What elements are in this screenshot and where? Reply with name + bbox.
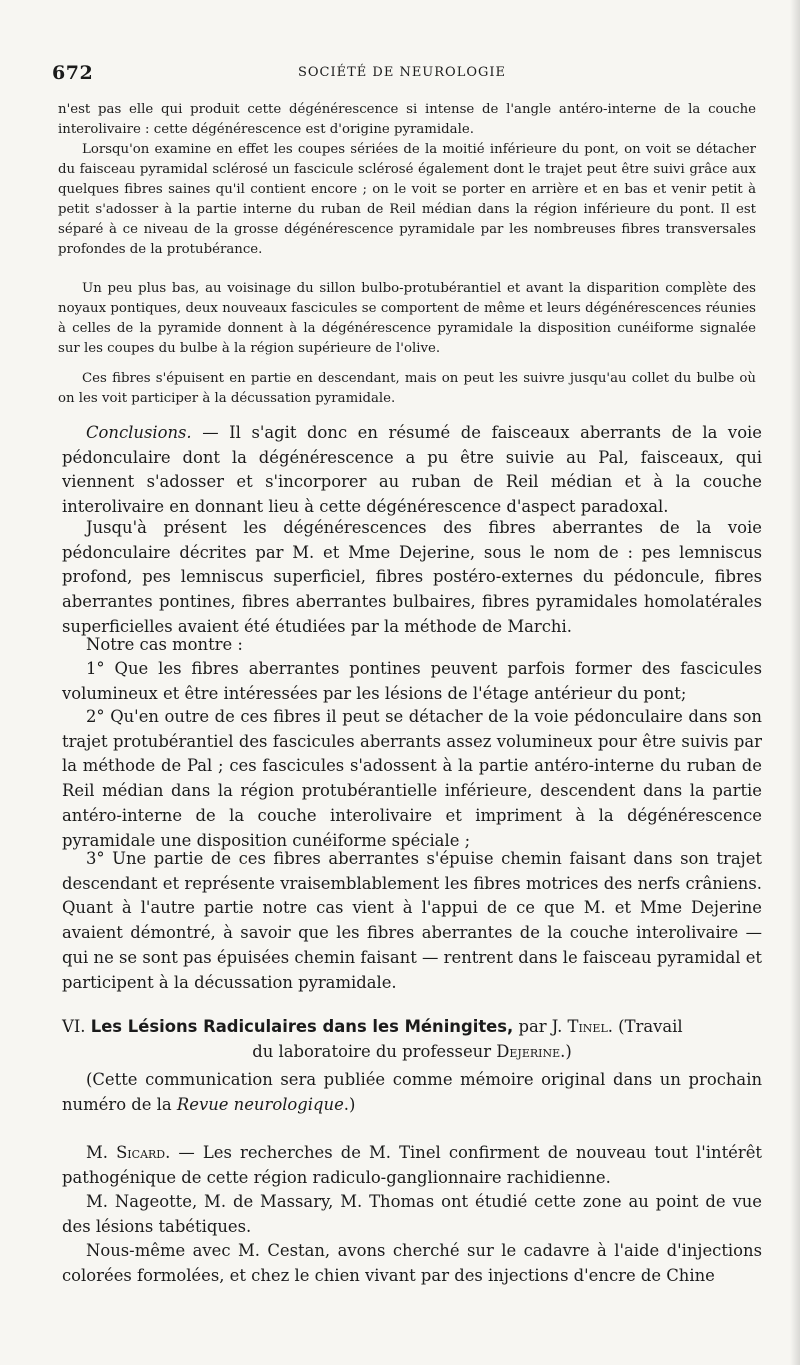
note-text: (Cette communication sera publiée comme mémoire original dans un prochain numéro de la [62, 1070, 762, 1114]
speaker-sicard: M. Sicard. [86, 1143, 171, 1162]
journal-title: Revue neurologique [176, 1094, 344, 1114]
section-after-author: . (Travail [607, 1017, 683, 1036]
section-vi-line2 [62, 1040, 762, 1065]
page-header [52, 62, 752, 86]
conclusions-text: — Il s'agit donc en résumé de faisceaux aberrants de la voie pédonculaire dont la dégénérescence a pu être suivie au Pal, faisceaux, qui viennent s'adosser et s'incorporer au ruban de Reil médian et à la couche interolivaire en donnant lieu à cette dégénérescence d'aspect paradoxal. [62, 423, 762, 517]
section-lab-text: du laboratoire du professeur [252, 1041, 497, 1061]
paragraph-notre-cas: Notre cas montre : [86, 635, 243, 654]
section-number: VI. [62, 1017, 86, 1036]
section-title: Les Lésions Radiculaires dans les Méningites, [90, 1017, 514, 1036]
section-by: par J. [513, 1017, 568, 1036]
list-item-1: 1° Que les fibres aberrantes pontines peuvent parfois former des fascicules volumineux et être intéressées par les lésions de l'étage antérieur du pont; [62, 659, 762, 703]
running-head: SOCIÉTÉ DE NEUROLOGIE [297, 65, 507, 80]
section-author: Tinel [567, 1017, 608, 1036]
paragraph-degenerescences-marchi: Jusqu'à présent les dégénérescences des fibres aberrantes de la voie pédonculaire décrites par M. et Mme Dejerine, sous le nom de : pes lemniscus profond, pes lemniscus superficiel, fibres postéro-externes du pédoncule, fibres aberrantes pontines, fibres aberrantes bulbaires, fibres pyramidales homolatérales superficielles avaient été étudiées par la méthode de Marchi. [62, 518, 762, 636]
list-item-2: 2° Qu'en outre de ces fibres il peut se détacher de la voie pédonculaire dans son trajet protubérantiel des fascicules aberrants assez volumineux pour être suivis par la méthode de Pal ; ces fascicules s'adossent à la partie antéro-interne du ruban de Reil médian dans la région protubérantielle inférieure, descendent dans la partie antéro-interne de la couche interolivaire et impriment à la dégénérescence pyramidale une disposition cunéiforme spéciale ; [62, 707, 762, 850]
paragraph-sillon-bulbo-protuberantiel: Un peu plus bas, au voisinage du sillon bulbo-protubérantiel et avant la disparition complète des noyaux pontiques, deux nouveaux fascicules se comportent de même et leurs dégénérescences réunies à celles de la pyramide donnent à la dégénérescence pyramidale la disposition cunéiforme signalée sur les coupes du bulbe à la région supérieure de l'olive. [58, 281, 756, 356]
sicard-text: — Les recherches de M. Tinel confirment de nouveau tout l'intérêt pathogénique de cette région radiculo-ganglionnaire rachidienne. [62, 1143, 763, 1187]
section-vi-line1 [62, 1015, 762, 1040]
list-item-3: 3° Une partie de ces fibres aberrantes s'épuise chemin faisant dans son trajet descendant et représente vraisemblablement les fibres motrices des nerfs crâniens. Quant à l'autre partie notre cas vient à l'appui de ce que M. et Mme Dejerine avaient démontré, à savoir que les fibres aberrantes de la couche interolivaire — qui ne se sont pas épuisées chemin faisant — rentrent dans le faisceau pyramidal et participent à la décussation pyramidale. [62, 849, 762, 992]
paragraph-communication-note [62, 1068, 762, 1117]
paragraph-nageotte: M. Nageotte, M. de Massary, M. Thomas ont étudié cette zone au point de vue des lésions tabétiques. [62, 1192, 762, 1236]
section-vi-heading [62, 1015, 762, 1064]
page-number: 672 [52, 62, 94, 84]
paragraph-angle-antero-interne: n'est pas elle qui produit cette dégénérescence si intense de l'angle antéro-interne de la couche interolivaire : cette dégénérescence est d'origine pyramidale. [58, 102, 756, 137]
paragraph-cestan: Nous-même avec M. Cestan, avons cherché sur le cadavre à l'aide d'injections colorées formolées, et chez le chien vivant par des injections d'encre de Chine [62, 1241, 762, 1285]
page-edge-shadow [790, 0, 800, 1365]
note-close: .) [343, 1094, 356, 1114]
paragraph-sicard [62, 1141, 762, 1190]
section-lab-close: .) [560, 1041, 572, 1061]
section-professor: Dejerine [496, 1041, 561, 1061]
paragraph-coupes-seriees: Lorsqu'on examine en effet les coupes sériées de la moitié inférieure du pont, on voit se détacher du faisceau pyramidal sclérosé un fascicule sclérosé également dont le trajet peut être suivi grâce aux quelques fibres saines qu'il contient encore ; on le voit se porter en arrière et en bas et venir petit à petit s'adosser à la partie interne du ruban de Reil médian dans la région inférieure du pont. Il est séparé à ce niveau de la grosse dégénérescence pyramidale par les nombreuses fibres transversales profondes de la protubérance. [58, 142, 756, 257]
paragraph-conclusions [62, 421, 762, 520]
conclusions-label: Conclusions. [86, 423, 192, 442]
paragraph-fibres-epuisent: Ces fibres s'épuisent en partie en descendant, mais on peut les suivre jusqu'au collet du bulbe où on les voit participer à la décussation pyramidale. [58, 371, 756, 406]
